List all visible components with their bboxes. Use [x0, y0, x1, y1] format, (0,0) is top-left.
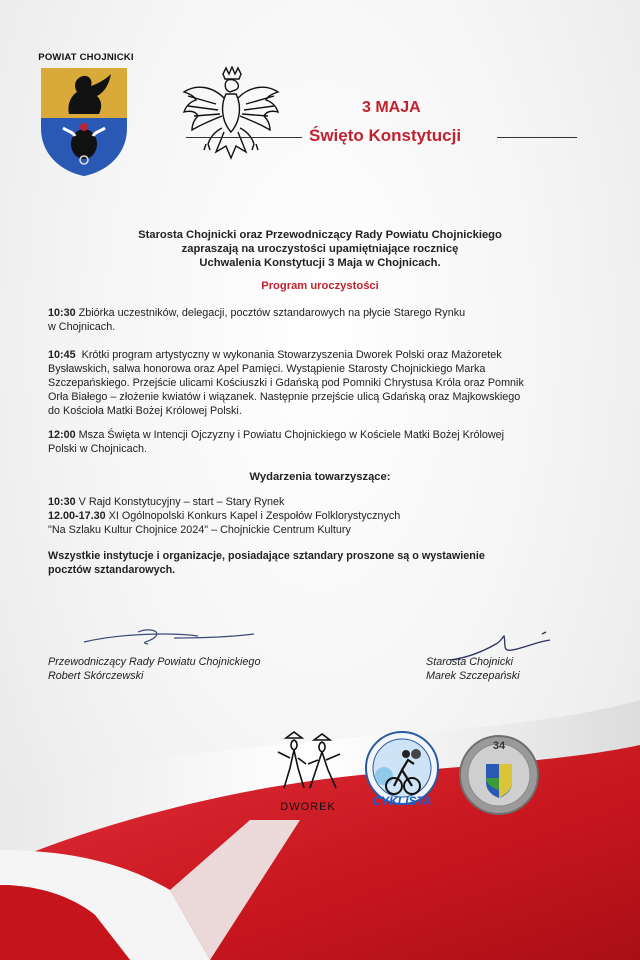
signature-left [48, 655, 260, 683]
program-text: Krótki program artystyczny w wykonania Stowarzyszenia Dworek Polski oraz Mażoretek [81, 349, 502, 361]
header-title: Święto Konstytucji [309, 126, 462, 145]
events-list [48, 495, 608, 537]
header-date: 3 MAJA [362, 99, 421, 116]
invitation-intro [80, 228, 560, 270]
program-text: Orła Białego – złożenie kwiatów i wiązanek. Następnie przejście ulicą Gdańską oraz Majkowskiego [48, 391, 521, 403]
program-time: 12:00 [48, 429, 76, 441]
signature-right [426, 655, 520, 683]
white-eagle-emblem-icon [176, 66, 286, 176]
cyklista-logo [364, 730, 440, 820]
event-time: 12.00-17.30 [48, 510, 106, 522]
banner-notice [48, 549, 588, 577]
program-text: Polski w Chojnicach. [48, 443, 148, 455]
badge-number: 34 [492, 740, 506, 752]
intro-line: zapraszają na uroczystości upamiętniające rocznicę [181, 243, 459, 255]
dworek-subname: POLSKI [289, 813, 327, 820]
event-text: V Rajd Konstytucyjny – start – Stary Rynek [78, 496, 285, 508]
signatory-name: Robert Skórczewski [48, 670, 144, 682]
dancers-icon [266, 728, 350, 792]
program-item [48, 306, 608, 334]
notice-line: pocztów sztandarowych. [48, 564, 176, 576]
event-text: "Na Szlaku Kultur Chojnice 2024" – Chojnickie Centrum Kultury [48, 524, 351, 536]
event-item [48, 509, 608, 523]
program-time: 10:45 [48, 349, 76, 361]
program-text: do Kościoła Matki Bożej Królowej Polski. [48, 405, 242, 417]
event-item [48, 523, 608, 537]
program-title: Program uroczystości [261, 280, 379, 292]
program-text: w Chojnicach. [48, 321, 116, 333]
signatory-title: Starosta Chojnicki [426, 656, 514, 668]
program-item [48, 428, 608, 456]
title-rule-left [186, 137, 302, 138]
signature-left-icon [78, 624, 258, 654]
event-item [48, 495, 608, 509]
signatory-title: Przewodniczący Rady Powiatu Chojnickiego [48, 656, 261, 668]
powiat-label: POWIAT CHOJNICKI [38, 52, 134, 63]
cyklista-label: CYKLISTA [372, 794, 432, 808]
program-text: Msza Święta w Intencji Ojczyzny i Powiatu Chojnickiego w Kościele Matki Bożej Królowej [78, 429, 505, 441]
event-text: XI Ogólnopolski Konkurs Kapel i Zespołów Folklorystycznych [108, 510, 401, 522]
program-item [48, 348, 608, 418]
program-text: Szczepańskiego. Przejście ulicami Kościuszki i Gdańską pod Pomniki Chrystusa Króla oraz Pomnik [48, 377, 524, 389]
intro-line: Uchwalenia Konstytucji 3 Maja w Chojnicach. [199, 257, 441, 269]
program-text: Bysławskich, salwa honorowa oraz Apel Pamięci. Wystąpienie Starosty Chojnickiego Marka [48, 363, 486, 375]
intro-line: Starosta Chojnicki oraz Przewodniczący Rady Powiatu Chojnickiego [138, 229, 502, 241]
program-text: Zbiórka uczestników, delegacji, pocztów sztandarowych na płycie Starego Rynku [78, 307, 466, 319]
events-title: Wydarzenia towarzyszące: [249, 471, 391, 483]
title-rule-right [497, 137, 577, 138]
program-time: 10:30 [48, 307, 76, 319]
signatory-name: Marek Szczepański [426, 670, 520, 682]
dworek-polski-logo [266, 728, 350, 824]
notice-line: Wszystkie instytucje i organizacje, posiadające sztandary proszone są o wystawienie [48, 550, 485, 562]
dworek-name: DWOREK [280, 801, 336, 813]
event-time: 10:30 [48, 496, 76, 508]
regiment-badge-logo [458, 734, 540, 816]
powiat-coat-of-arms-icon [39, 66, 129, 178]
